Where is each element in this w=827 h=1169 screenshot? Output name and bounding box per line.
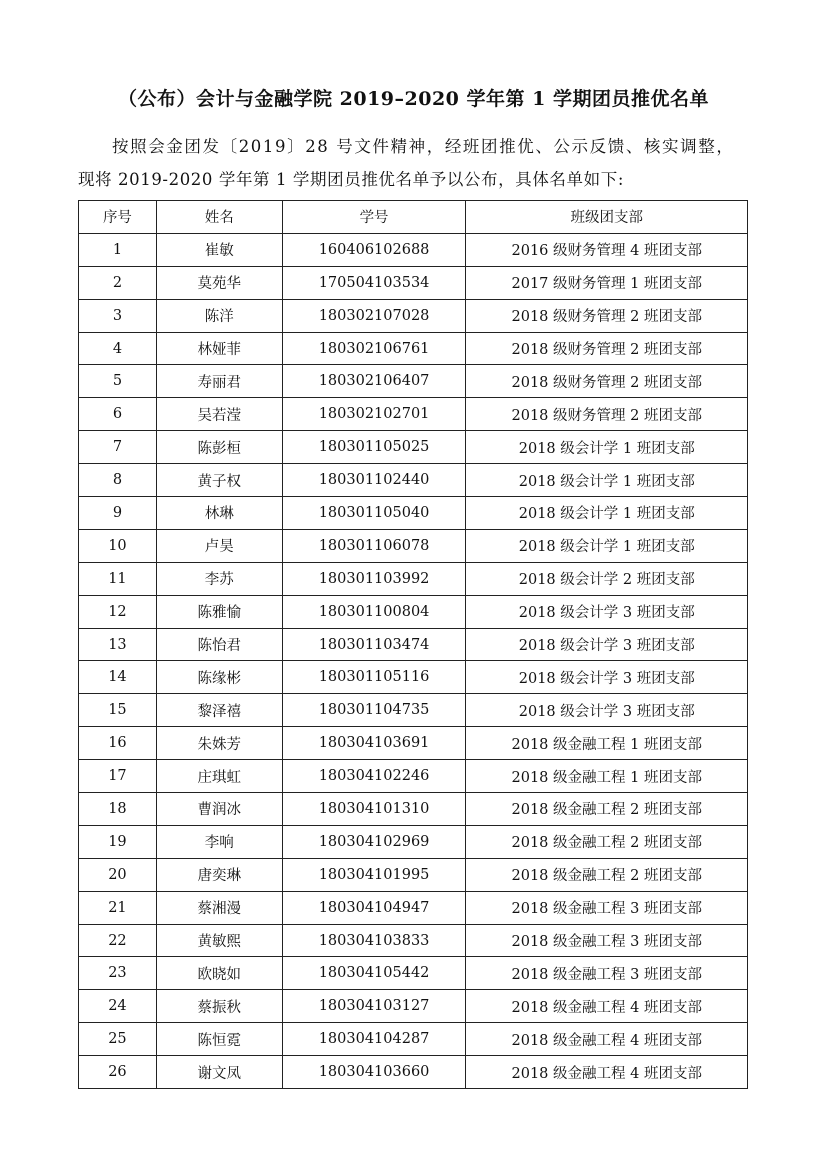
intro-paragraph-line-1: 按照会金团发〔2019〕28 号文件精神，经班团推优、公示反馈、核实调整， — [112, 137, 735, 156]
cell-student-id: 180304103691 — [282, 727, 466, 760]
cell-student-id: 180301105040 — [282, 497, 466, 530]
cell-name: 蔡振秋 — [156, 990, 282, 1023]
table-body — [79, 233, 748, 1088]
cell-index: 15 — [79, 694, 157, 727]
table-row — [79, 825, 748, 858]
table-row — [79, 760, 748, 793]
intro-paragraph-line-2: 现将 2019-2020 学年第 1 学期团员推优名单予以公布，具体名单如下: — [78, 170, 624, 189]
cell-index: 5 — [79, 365, 157, 398]
cell-name: 吴若滢 — [156, 398, 282, 431]
cell-student-id: 180304101995 — [282, 858, 466, 891]
cell-branch: 2018 级财务管理 2 班团支部 — [466, 299, 748, 332]
table-row — [79, 1023, 748, 1056]
cell-name: 黄敏熙 — [156, 924, 282, 957]
cell-branch: 2018 级金融工程 1 班团支部 — [466, 727, 748, 760]
cell-index: 3 — [79, 299, 157, 332]
cell-student-id: 180301106078 — [282, 529, 466, 562]
cell-branch: 2018 级会计学 3 班团支部 — [466, 595, 748, 628]
cell-name: 庄琪虹 — [156, 760, 282, 793]
cell-name: 莫苑华 — [156, 266, 282, 299]
cell-index: 9 — [79, 497, 157, 530]
cell-name: 林娅菲 — [156, 332, 282, 365]
table-row — [79, 431, 748, 464]
cell-branch: 2016 级财务管理 4 班团支部 — [466, 233, 748, 266]
cell-student-id: 180304102246 — [282, 760, 466, 793]
cell-name: 崔敏 — [156, 233, 282, 266]
document-title: （公布）会计与金融学院 2019–2020 学年第 1 学期团员推优名单 — [118, 88, 709, 110]
table-row — [79, 990, 748, 1023]
cell-branch: 2018 级金融工程 3 班团支部 — [466, 924, 748, 957]
cell-student-id: 180301105025 — [282, 431, 466, 464]
cell-index: 17 — [79, 760, 157, 793]
table-row — [79, 398, 748, 431]
cell-branch: 2018 级金融工程 2 班团支部 — [466, 858, 748, 891]
cell-index: 18 — [79, 793, 157, 826]
cell-name: 陈怡君 — [156, 628, 282, 661]
cell-name: 林琳 — [156, 497, 282, 530]
cell-index: 2 — [79, 266, 157, 299]
cell-index: 23 — [79, 957, 157, 990]
table-row — [79, 299, 748, 332]
cell-name: 陈雅愉 — [156, 595, 282, 628]
cell-name: 李响 — [156, 825, 282, 858]
cell-branch: 2018 级金融工程 3 班团支部 — [466, 957, 748, 990]
cell-name: 陈缘彬 — [156, 661, 282, 694]
cell-branch: 2018 级会计学 1 班团支部 — [466, 464, 748, 497]
cell-student-id: 180304102969 — [282, 825, 466, 858]
cell-branch: 2018 级财务管理 2 班团支部 — [466, 332, 748, 365]
cell-branch: 2018 级会计学 1 班团支部 — [466, 497, 748, 530]
cell-index: 12 — [79, 595, 157, 628]
cell-student-id: 180304103127 — [282, 990, 466, 1023]
member-list-table — [78, 200, 748, 1089]
cell-student-id: 180301100804 — [282, 595, 466, 628]
cell-branch: 2018 级金融工程 3 班团支部 — [466, 891, 748, 924]
cell-name: 陈彭桓 — [156, 431, 282, 464]
cell-index: 1 — [79, 233, 157, 266]
cell-name: 李苏 — [156, 562, 282, 595]
cell-index: 4 — [79, 332, 157, 365]
cell-index: 10 — [79, 529, 157, 562]
cell-branch: 2018 级财务管理 2 班团支部 — [466, 365, 748, 398]
header-index: 序号 — [79, 201, 157, 234]
cell-index: 22 — [79, 924, 157, 957]
cell-student-id: 180304104947 — [282, 891, 466, 924]
cell-student-id: 180302106407 — [282, 365, 466, 398]
table-row — [79, 529, 748, 562]
table-row — [79, 628, 748, 661]
cell-student-id: 180304104287 — [282, 1023, 466, 1056]
cell-index: 8 — [79, 464, 157, 497]
cell-student-id: 180302106761 — [282, 332, 466, 365]
cell-name: 陈洋 — [156, 299, 282, 332]
cell-branch: 2018 级会计学 3 班团支部 — [466, 694, 748, 727]
cell-branch: 2017 级财务管理 1 班团支部 — [466, 266, 748, 299]
table-row — [79, 266, 748, 299]
cell-name: 谢文凤 — [156, 1056, 282, 1089]
cell-student-id: 170504103534 — [282, 266, 466, 299]
cell-index: 24 — [79, 990, 157, 1023]
cell-name: 黎泽禧 — [156, 694, 282, 727]
cell-student-id: 180301102440 — [282, 464, 466, 497]
header-student-id: 学号 — [282, 201, 466, 234]
cell-name: 唐奕琳 — [156, 858, 282, 891]
cell-student-id: 180301103474 — [282, 628, 466, 661]
cell-name: 曹润冰 — [156, 793, 282, 826]
cell-branch: 2018 级金融工程 1 班团支部 — [466, 760, 748, 793]
cell-index: 21 — [79, 891, 157, 924]
table-row — [79, 924, 748, 957]
cell-branch: 2018 级金融工程 2 班团支部 — [466, 825, 748, 858]
cell-student-id: 180301105116 — [282, 661, 466, 694]
cell-index: 11 — [79, 562, 157, 595]
table-row — [79, 891, 748, 924]
cell-index: 14 — [79, 661, 157, 694]
cell-branch: 2018 级会计学 1 班团支部 — [466, 529, 748, 562]
cell-student-id: 180301103992 — [282, 562, 466, 595]
cell-student-id: 180304105442 — [282, 957, 466, 990]
cell-branch: 2018 级金融工程 2 班团支部 — [466, 793, 748, 826]
table-row — [79, 694, 748, 727]
cell-branch: 2018 级金融工程 4 班团支部 — [466, 1056, 748, 1089]
cell-name: 黄子权 — [156, 464, 282, 497]
cell-name: 蔡湘漫 — [156, 891, 282, 924]
table-row — [79, 858, 748, 891]
cell-index: 26 — [79, 1056, 157, 1089]
table-row — [79, 957, 748, 990]
table-row — [79, 727, 748, 760]
cell-student-id: 160406102688 — [282, 233, 466, 266]
cell-branch: 2018 级金融工程 4 班团支部 — [466, 1023, 748, 1056]
table-row — [79, 562, 748, 595]
cell-student-id: 180304103660 — [282, 1056, 466, 1089]
cell-branch: 2018 级会计学 3 班团支部 — [466, 661, 748, 694]
cell-index: 20 — [79, 858, 157, 891]
cell-branch: 2018 级金融工程 4 班团支部 — [466, 990, 748, 1023]
cell-name: 陈恒霓 — [156, 1023, 282, 1056]
table-row — [79, 793, 748, 826]
cell-index: 19 — [79, 825, 157, 858]
cell-name: 欧晓如 — [156, 957, 282, 990]
cell-student-id: 180301104735 — [282, 694, 466, 727]
table-row — [79, 1056, 748, 1089]
cell-student-id: 180304101310 — [282, 793, 466, 826]
cell-branch: 2018 级会计学 1 班团支部 — [466, 431, 748, 464]
cell-name: 朱姝芳 — [156, 727, 282, 760]
header-branch: 班级团支部 — [466, 201, 748, 234]
table-row — [79, 332, 748, 365]
header-name: 姓名 — [156, 201, 282, 234]
cell-name: 卢昊 — [156, 529, 282, 562]
cell-name: 寿丽君 — [156, 365, 282, 398]
table-row — [79, 233, 748, 266]
cell-index: 7 — [79, 431, 157, 464]
table-row — [79, 595, 748, 628]
table-row — [79, 661, 748, 694]
cell-student-id: 180302107028 — [282, 299, 466, 332]
cell-index: 25 — [79, 1023, 157, 1056]
cell-student-id: 180304103833 — [282, 924, 466, 957]
cell-index: 16 — [79, 727, 157, 760]
table-row — [79, 365, 748, 398]
cell-branch: 2018 级财务管理 2 班团支部 — [466, 398, 748, 431]
cell-index: 6 — [79, 398, 157, 431]
cell-branch: 2018 级会计学 2 班团支部 — [466, 562, 748, 595]
cell-index: 13 — [79, 628, 157, 661]
table-row — [79, 464, 748, 497]
cell-student-id: 180302102701 — [282, 398, 466, 431]
table-row — [79, 497, 748, 530]
cell-branch: 2018 级会计学 3 班团支部 — [466, 628, 748, 661]
table-header-row — [79, 201, 748, 234]
